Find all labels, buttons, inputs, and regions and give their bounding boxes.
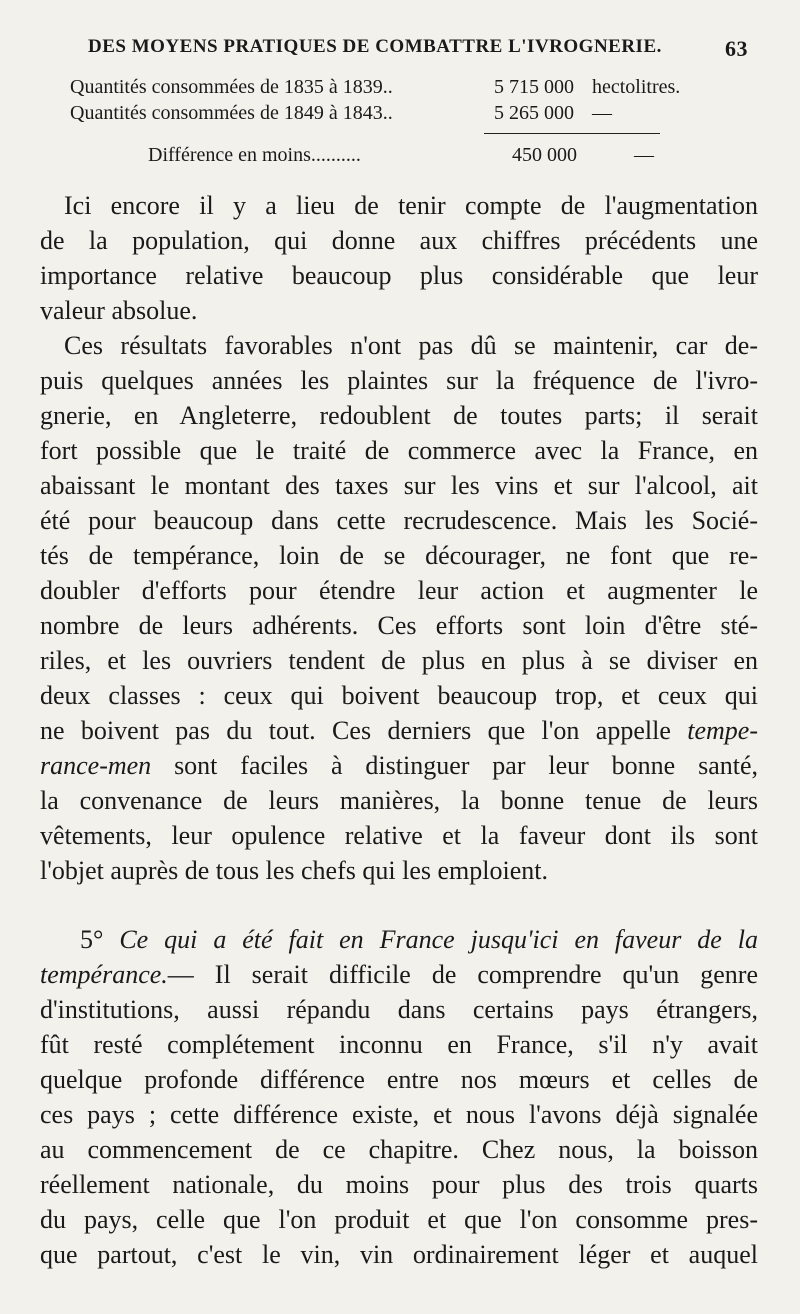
- text-run: sont faciles à distinguer par leur bonne santé,: [151, 751, 758, 780]
- row-unit: hectolitres.: [592, 76, 681, 98]
- text-line: que partout, c'est le vin, vin ordinairement léger et auquel: [40, 1240, 758, 1269]
- page-number: 63: [725, 36, 748, 61]
- text-line: quelque profonde différence entre nos mœurs et celles de: [40, 1065, 758, 1094]
- italic-term: tempe-: [687, 716, 758, 745]
- text-line: du pays, celle que l'on produit et que l'on consomme pres-: [40, 1205, 758, 1234]
- text-line: vêtements, leur opulence relative et la faveur dont ils sont: [40, 821, 758, 850]
- text-line: tés de tempérance, loin de se décourager, ne font que re-: [40, 541, 758, 570]
- row-value: 5 715 000: [494, 76, 574, 98]
- sum-rule: [484, 133, 660, 134]
- text-line: importance relative beaucoup plus considérable que leur: [40, 261, 758, 290]
- difference-value: 450 000: [512, 144, 577, 166]
- text-line: fût resté complétement inconnu en France, s'il n'y avait: [40, 1030, 758, 1059]
- paragraph-1: [40, 188, 758, 328]
- running-title: DES MOYENS PRATIQUES DE COMBATTRE L'IVROGNERIE.: [88, 36, 662, 57]
- section-title: Ce qui a été fait en France jusqu'ici en faveur de la: [119, 925, 758, 954]
- body-text: [40, 188, 758, 1272]
- text-line: de la population, qui donne aux chiffres précédents une: [40, 226, 758, 255]
- running-header: [88, 36, 748, 62]
- row-label: Quantités consommées de 1835 à 1839..: [70, 76, 393, 98]
- text-line: au commencement de ce chapitre. Chez nous, la boisson: [40, 1135, 758, 1164]
- text-line: puis quelques années les plaintes sur la fréquence de l'ivro-: [40, 366, 758, 395]
- text-line: la convenance de leurs manières, la bonne tenue de leurs: [40, 786, 758, 815]
- text-line: réellement nationale, du moins pour plus des trois quarts: [40, 1170, 758, 1199]
- text-line: nombre de leurs adhérents. Ces efforts sont loin d'être sté-: [40, 611, 758, 640]
- text-run: ne boivent pas du tout. Ces derniers que l'on appelle: [40, 716, 688, 745]
- text-line: Ici encore il y a lieu de tenir compte de l'augmentation: [64, 191, 758, 220]
- text-line: riles, et les ouvriers tendent de plus en plus à se diviser en: [40, 646, 758, 675]
- row-unit: —: [592, 102, 612, 124]
- section-heading-line: [40, 922, 758, 957]
- text-line: gnerie, en Angleterre, redoublent de toutes parts; il serait: [40, 401, 758, 430]
- text-line: fort possible que le traité de commerce avec la France, en: [40, 436, 758, 465]
- row-label: Quantités consommées de 1849 à 1843..: [70, 102, 393, 124]
- section-number: 5°: [80, 925, 120, 954]
- text-run: — Il serait difficile de comprendre qu'un genre: [167, 960, 758, 989]
- difference-label: Différence en moins..........: [148, 144, 361, 166]
- text-line: Ces résultats favorables n'ont pas dû se maintenir, car de-: [64, 331, 758, 360]
- text-line: d'institutions, aussi répandu dans certains pays étrangers,: [40, 995, 758, 1024]
- text-line: ces pays ; cette différence existe, et nous l'avons déjà signalée: [40, 1100, 758, 1129]
- paragraph-3: [40, 922, 758, 1272]
- row-value: 5 265 000: [494, 102, 574, 124]
- text-line: doubler d'efforts pour étendre leur action et augmenter le: [40, 576, 758, 605]
- text-line: [40, 957, 758, 992]
- text-line: été pour beaucoup dans cette recrudescence. Mais les Socié-: [40, 506, 758, 535]
- section-gap: [40, 888, 758, 922]
- difference-unit: —: [634, 144, 654, 166]
- text-line: [40, 713, 758, 748]
- text-line: deux classes : ceux qui boivent beaucoup trop, et ceux qui: [40, 681, 758, 710]
- italic-term: rance-men: [40, 751, 152, 780]
- text-line: l'objet auprès de tous les chefs qui les emploient.: [40, 856, 548, 885]
- text-line: valeur absolue.: [40, 296, 198, 325]
- text-line: [40, 748, 758, 783]
- paragraph-2: [40, 328, 758, 888]
- section-title: tempérance.: [40, 960, 168, 989]
- text-line: abaissant le montant des taxes sur les vins et sur l'alcool, ait: [40, 471, 758, 500]
